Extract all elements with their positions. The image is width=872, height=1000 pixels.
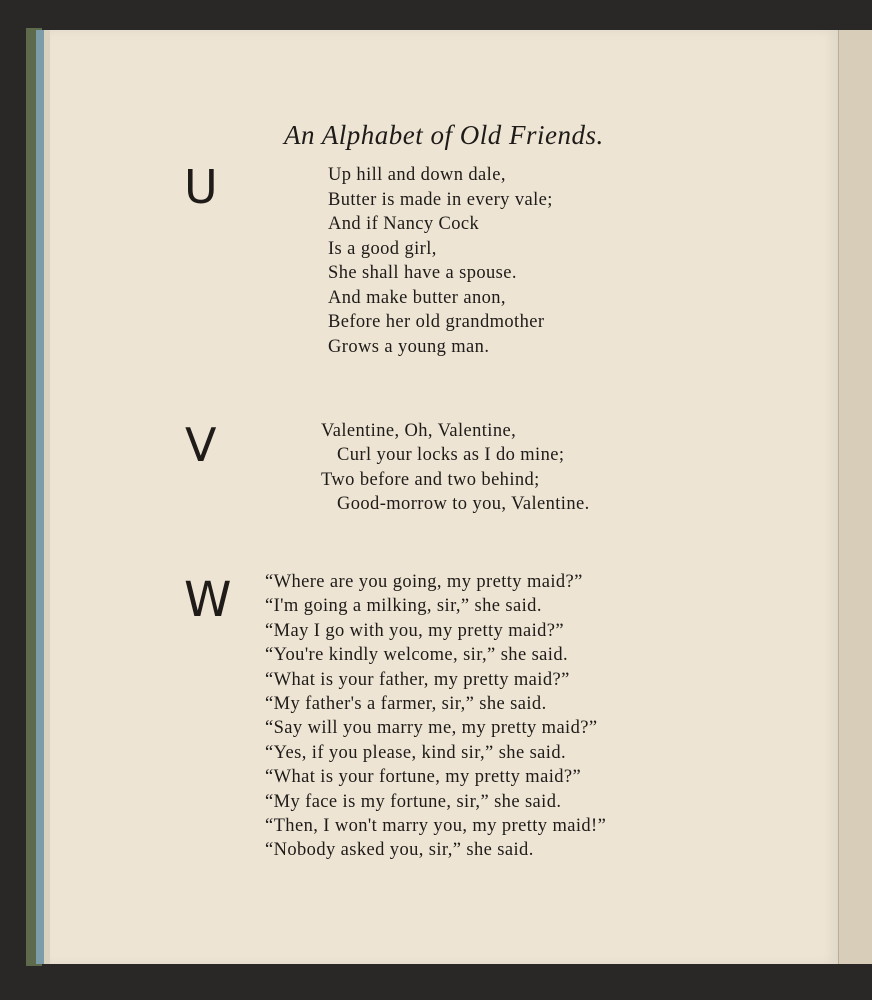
page-title: An Alphabet of Old Friends. bbox=[284, 120, 604, 150]
verse-w bbox=[265, 570, 606, 863]
facing-page-edge bbox=[838, 30, 872, 964]
verse-line: “My father's a farmer, sir,” she said. bbox=[265, 693, 547, 714]
verse-line: And make butter anon, bbox=[328, 287, 506, 308]
section-letter-w: W bbox=[184, 572, 232, 628]
verse-line: “May I go with you, my pretty maid?” bbox=[265, 620, 565, 641]
section-letter-v: V bbox=[185, 418, 217, 472]
section-letter-u: U bbox=[184, 160, 218, 214]
verse-line: Grows a young man. bbox=[328, 336, 490, 357]
verse-line: Valentine, Oh, Valentine, bbox=[321, 421, 517, 441]
verse-u bbox=[328, 163, 553, 359]
verse-line: Butter is made in every vale; bbox=[328, 189, 553, 210]
verse-line: “I'm going a milking, sir,” she said. bbox=[265, 596, 542, 617]
verse-line: “My face is my fortune, sir,” she said. bbox=[265, 791, 562, 812]
verse-line: “Nobody asked you, sir,” she said. bbox=[265, 840, 534, 861]
verse-line: Is a good girl, bbox=[328, 238, 437, 259]
verse-line: “Then, I won't marry you, my pretty maid!” bbox=[265, 815, 607, 836]
verse-line: “Where are you going, my pretty maid?” bbox=[265, 572, 583, 592]
verse-line: And if Nancy Cock bbox=[328, 214, 480, 234]
verse-line: “Say will you marry me, my pretty maid?” bbox=[265, 718, 598, 739]
verse-line: Up hill and down dale, bbox=[328, 165, 506, 185]
verse-v bbox=[321, 419, 590, 516]
verse-line: “What is your fortune, my pretty maid?” bbox=[265, 767, 582, 788]
verse-line: Curl your locks as I do mine; bbox=[337, 445, 565, 466]
verse-line: She shall have a spouse. bbox=[328, 263, 517, 283]
verse-line: Good-morrow to you, Valentine. bbox=[337, 493, 590, 514]
verse-line: Before her old grandmother bbox=[328, 312, 545, 332]
verse-line: “You're kindly welcome, sir,” she said. bbox=[265, 645, 569, 666]
verse-line: “What is your father, my pretty maid?” bbox=[265, 669, 570, 690]
verse-line: Two before and two behind; bbox=[321, 469, 540, 490]
verse-line: “Yes, if you please, kind sir,” she said. bbox=[265, 742, 566, 763]
